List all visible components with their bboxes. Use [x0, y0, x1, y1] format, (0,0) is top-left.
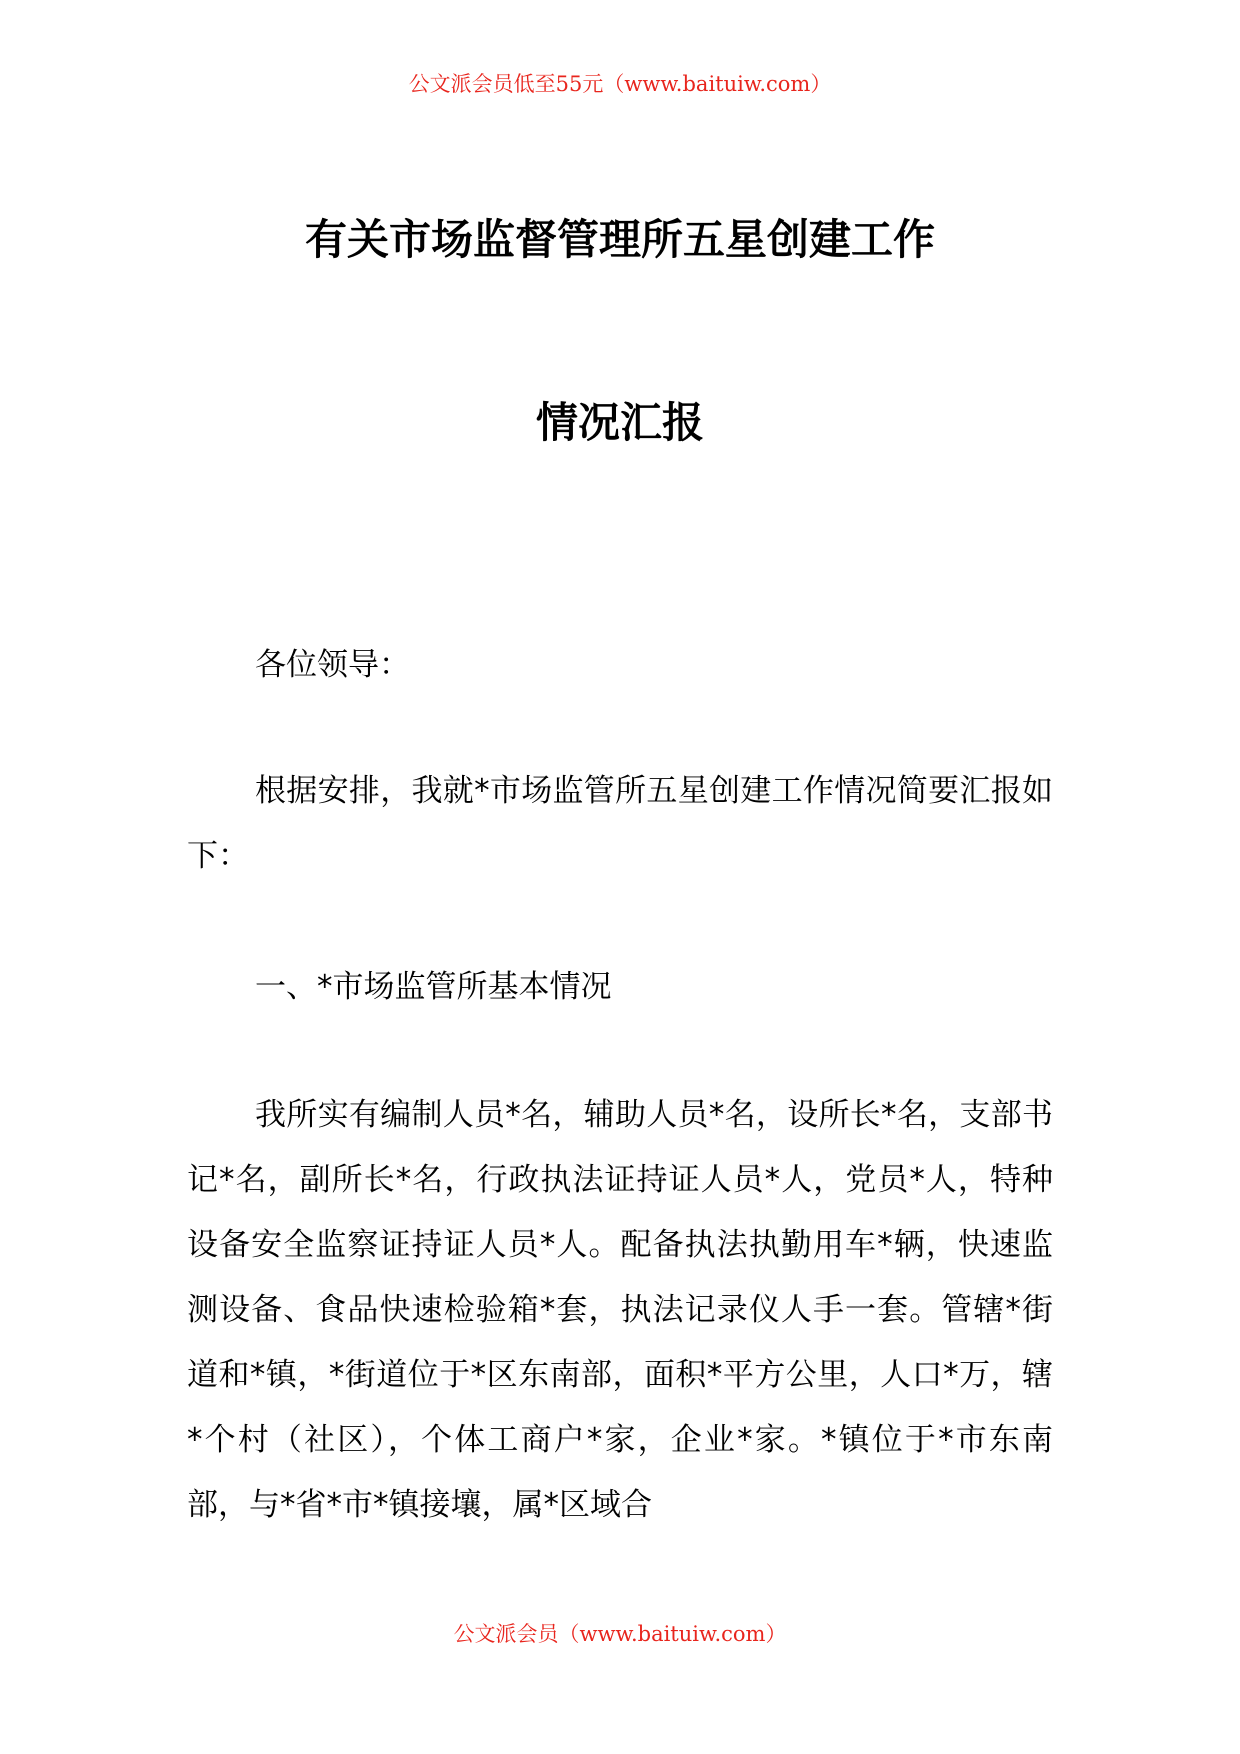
- greeting-paragraph: 各位领导：: [255, 647, 410, 683]
- header-watermark: 公文派会员低至55元（www.baituiw.com）: [408, 72, 832, 96]
- document-title-line-2: 情况汇报: [535, 398, 704, 447]
- section-heading: 一、*市场监管所基本情况: [255, 969, 612, 1005]
- body-paragraph: 我所实有编制人员*名，辅助人员*名，设所长*名，支部书记*名，副所长*名，行政执法证持证人员*人，党员*人，特种设备安全监察证持证人员*人。配备执法执勤用车*辆，快速监测设备、食品快速检验箱*套，执法记录仪人手一套。管辖*街道和*镇，*街道位于*区东南部，面积*平方公里，人口*万，辖*个村（社区），个体工商户*家，企业*家。*镇位于*市东南部，与*省*市*镇接壤，属*区域合: [187, 1097, 1053, 1523]
- footer-watermark: 公文派会员（www.baituiw.com）: [453, 1622, 787, 1646]
- intro-paragraph: 根据安排，我就*市场监管所五星创建工作情况简要汇报如下：: [187, 773, 1053, 874]
- document-title-line-1: 有关市场监督管理所五星创建工作: [304, 215, 935, 264]
